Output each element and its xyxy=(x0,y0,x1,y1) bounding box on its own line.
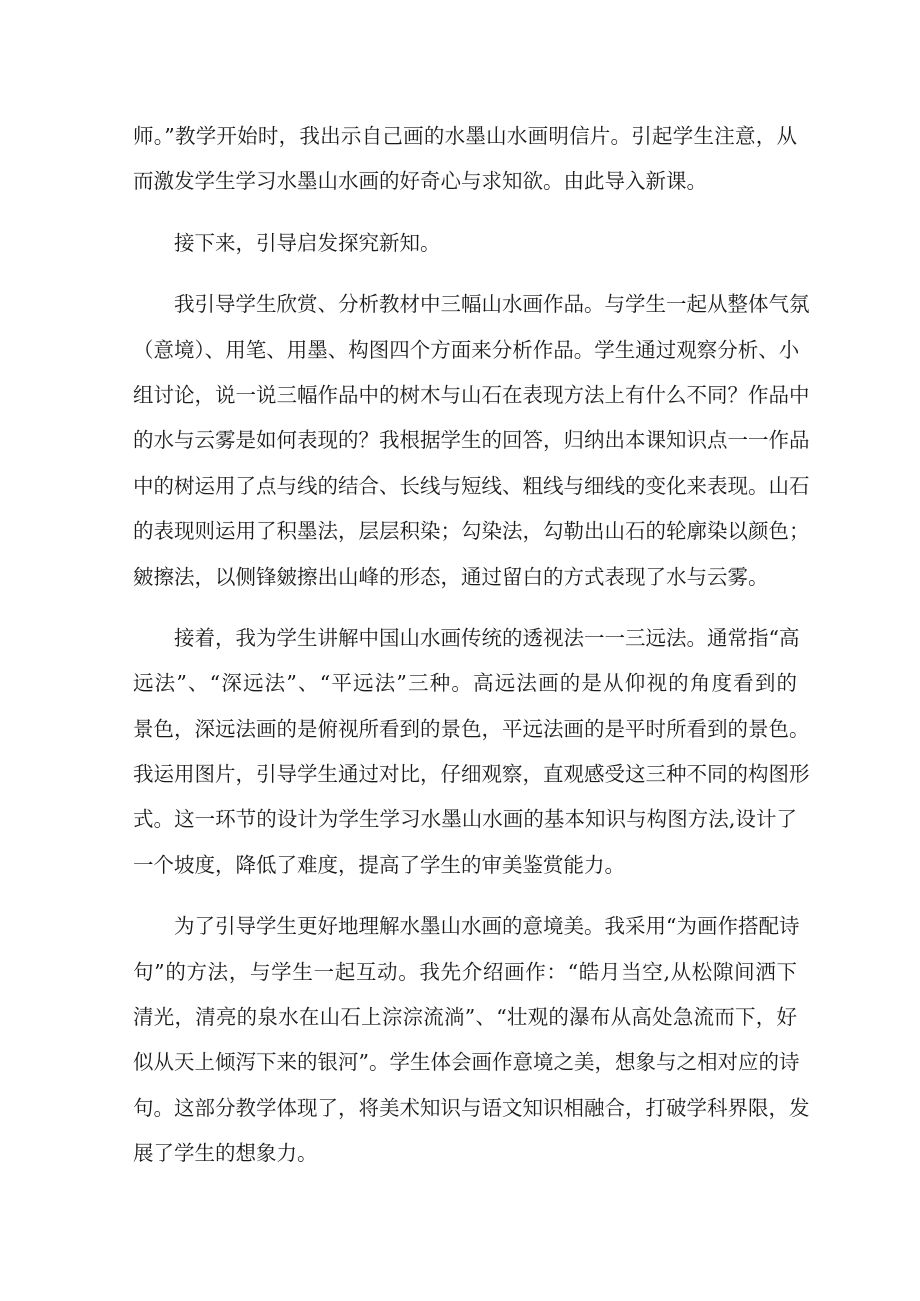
text-line: 句”的方法，与学生一起互动。我先介绍画作：“皓月当空,从松隙间洒下 xyxy=(133,959,797,984)
text-line: 皴擦法，以侧锋皴擦出山峰的形态，通过留白的方式表现了水与云雾。 xyxy=(133,564,769,589)
text-line: 展了学生的想象力。 xyxy=(133,1141,318,1166)
text-line: 清光，清亮的泉水在山石上淙淙流淌”、“壮观的瀑布从高处急流而下，好 xyxy=(133,1005,797,1030)
paragraph-3 xyxy=(133,282,810,600)
text-line: 的水与云雾是如何表现的？我根据学生的回答，归纳出本课知识点一一作品 xyxy=(133,428,810,453)
text-line: 远法”、“深远法”、“平远法”三种。高远法画的是从仰视的角度看到的 xyxy=(133,671,797,696)
text-line: 景色，深远法画的是俯视所看到的景色，平远法画的是平时所看到的景色。 xyxy=(133,716,810,741)
paragraph-5 xyxy=(133,904,810,1176)
text-line: 接下来，引导启发探究新知。 xyxy=(174,230,441,255)
text-line: 而激发学生学习水墨山水画的好奇心与求知欲。由此导入新课。 xyxy=(133,169,707,194)
text-line: 似从天上倾泻下来的银河”。学生体会画作意境之美，想象与之相对应的诗 xyxy=(133,1050,800,1075)
text-line: （意境）、用笔、用墨、构图四个方面来分析作品。学生通过观察分析、小 xyxy=(133,337,800,362)
text-line: 接着，我为学生讲解中国山水画传统的透视法一一三远法。通常指“高 xyxy=(174,625,800,650)
body-text xyxy=(133,114,810,1177)
text-line: 组讨论，说一说三幅作品中的树木与山石在表现方法上有什么不同？作品中 xyxy=(133,382,810,407)
text-line: 式。这一环节的设计为学生学习水墨山水画的基本知识与构图方法,设计了 xyxy=(133,807,797,832)
text-line: 一个坡度，降低了难度，提高了学生的审美鉴赏能力。 xyxy=(133,852,625,877)
paragraph-1 xyxy=(133,114,797,205)
text-line: 我引导学生欣赏、分析教材中三幅山水画作品。与学生一起从整体气氛 xyxy=(174,292,810,317)
text-line: 的表现则运用了积墨法，层层积染；勾染法，勾勒出山石的轮廓染以颜色； xyxy=(133,519,810,544)
paragraph-4 xyxy=(133,616,810,888)
text-line: 我运用图片，引导学生通过对比，仔细观察，直观感受这三种不同的构图形 xyxy=(133,762,810,787)
text-line: 师。”教学开始时，我出示自己画的水墨山水画明信片。引起学生注意，从 xyxy=(133,124,797,148)
text-line: 句。这部分教学体现了，将美术知识与语文知识相融合，打破学科界限，发 xyxy=(133,1095,810,1120)
text-line: 为了引导学生更好地理解水墨山水画的意境美。我采用“为画作搭配诗 xyxy=(174,914,800,939)
text-line: 中的树运用了点与线的结合、长线与短线、粗线与细线的变化来表现。山石 xyxy=(133,473,810,498)
paragraph-2 xyxy=(133,221,797,266)
